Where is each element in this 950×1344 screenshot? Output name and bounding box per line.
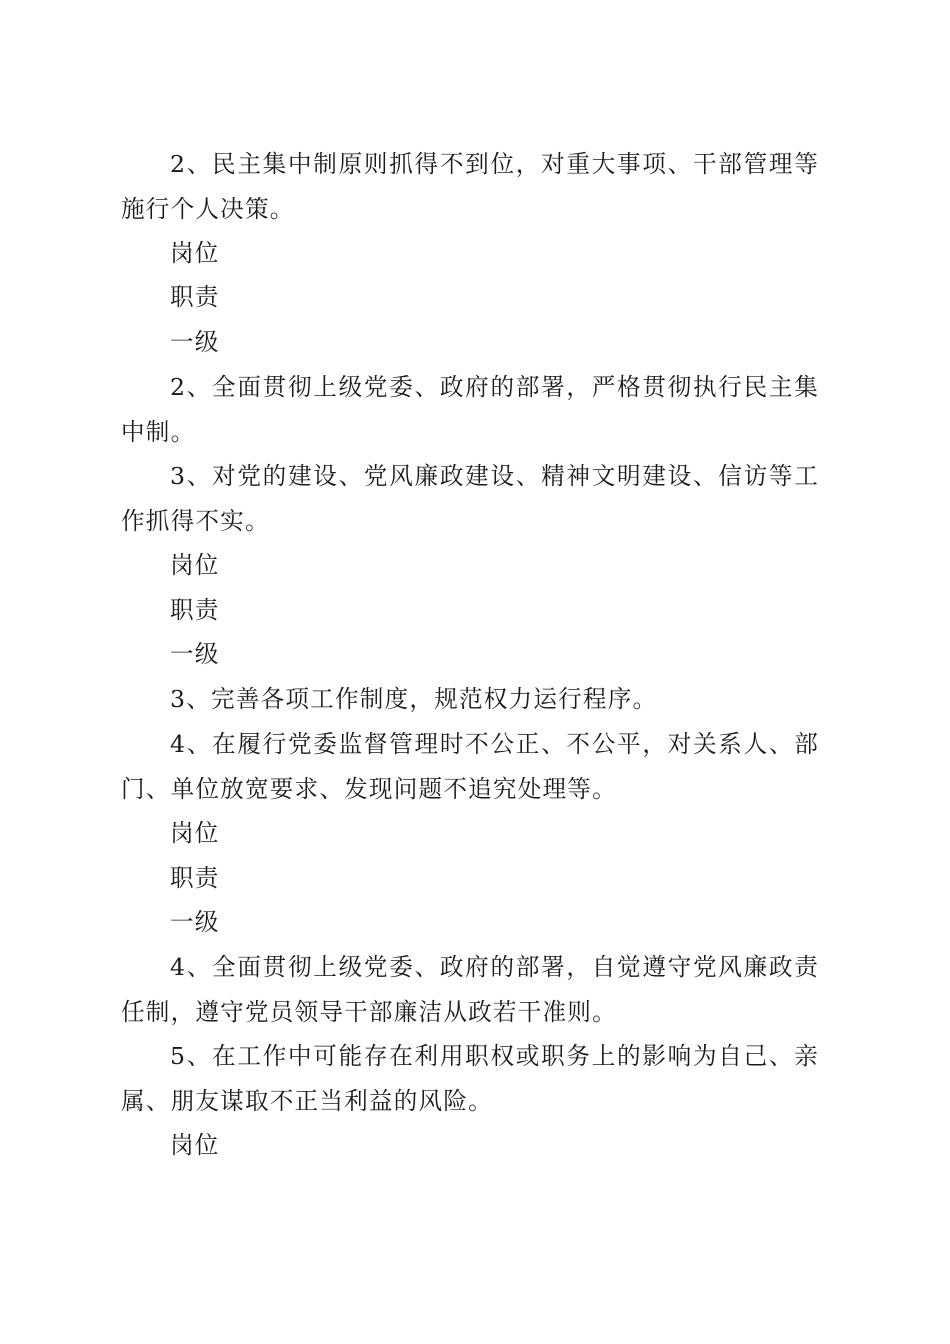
paragraph-risk-5: 5、在工作中可能存在利用职权或职务上的影响为自己、亲属、朋友谋取不正当利益的风险。 [121, 1042, 819, 1115]
paragraph-risk-2: 2、民主集中制原则抓得不到位，对重大事项、干部管理等施行个人决策。 [121, 150, 819, 223]
paragraph-label-duty: 职责 [170, 283, 220, 311]
paragraph-measure-4: 4、全面贯彻上级党委、政府的部署，自觉遵守党风廉政责任制，遵守党员领导干部廉洁从政若干准则。 [121, 953, 819, 1026]
paragraph-label-duty: 职责 [170, 864, 220, 892]
paragraph-label-duty: 职责 [170, 596, 220, 624]
paragraph-risk-3: 3、对党的建设、党风廉政建设、精神文明建设、信访等工作抓得不实。 [121, 462, 819, 535]
paragraph-measure-3: 3、完善各项工作制度，规范权力运行程序。 [170, 685, 658, 713]
paragraph-label-position: 岗位 [170, 551, 220, 579]
paragraph-label-position: 岗位 [170, 819, 220, 847]
paragraph-label-position: 岗位 [170, 1131, 220, 1159]
paragraph-risk-4: 4、在履行党委监督管理时不公正、不公平，对关系人、部门、单位放宽要求、发现问题不追究处理等。 [121, 730, 819, 803]
paragraph-label-level: 一级 [170, 328, 220, 356]
paragraph-label-level: 一级 [170, 640, 220, 668]
paragraph-label-level: 一级 [170, 908, 220, 936]
paragraph-label-position: 岗位 [170, 239, 220, 267]
paragraph-measure-2: 2、全面贯彻上级党委、政府的部署，严格贯彻执行民主集中制。 [121, 373, 819, 446]
